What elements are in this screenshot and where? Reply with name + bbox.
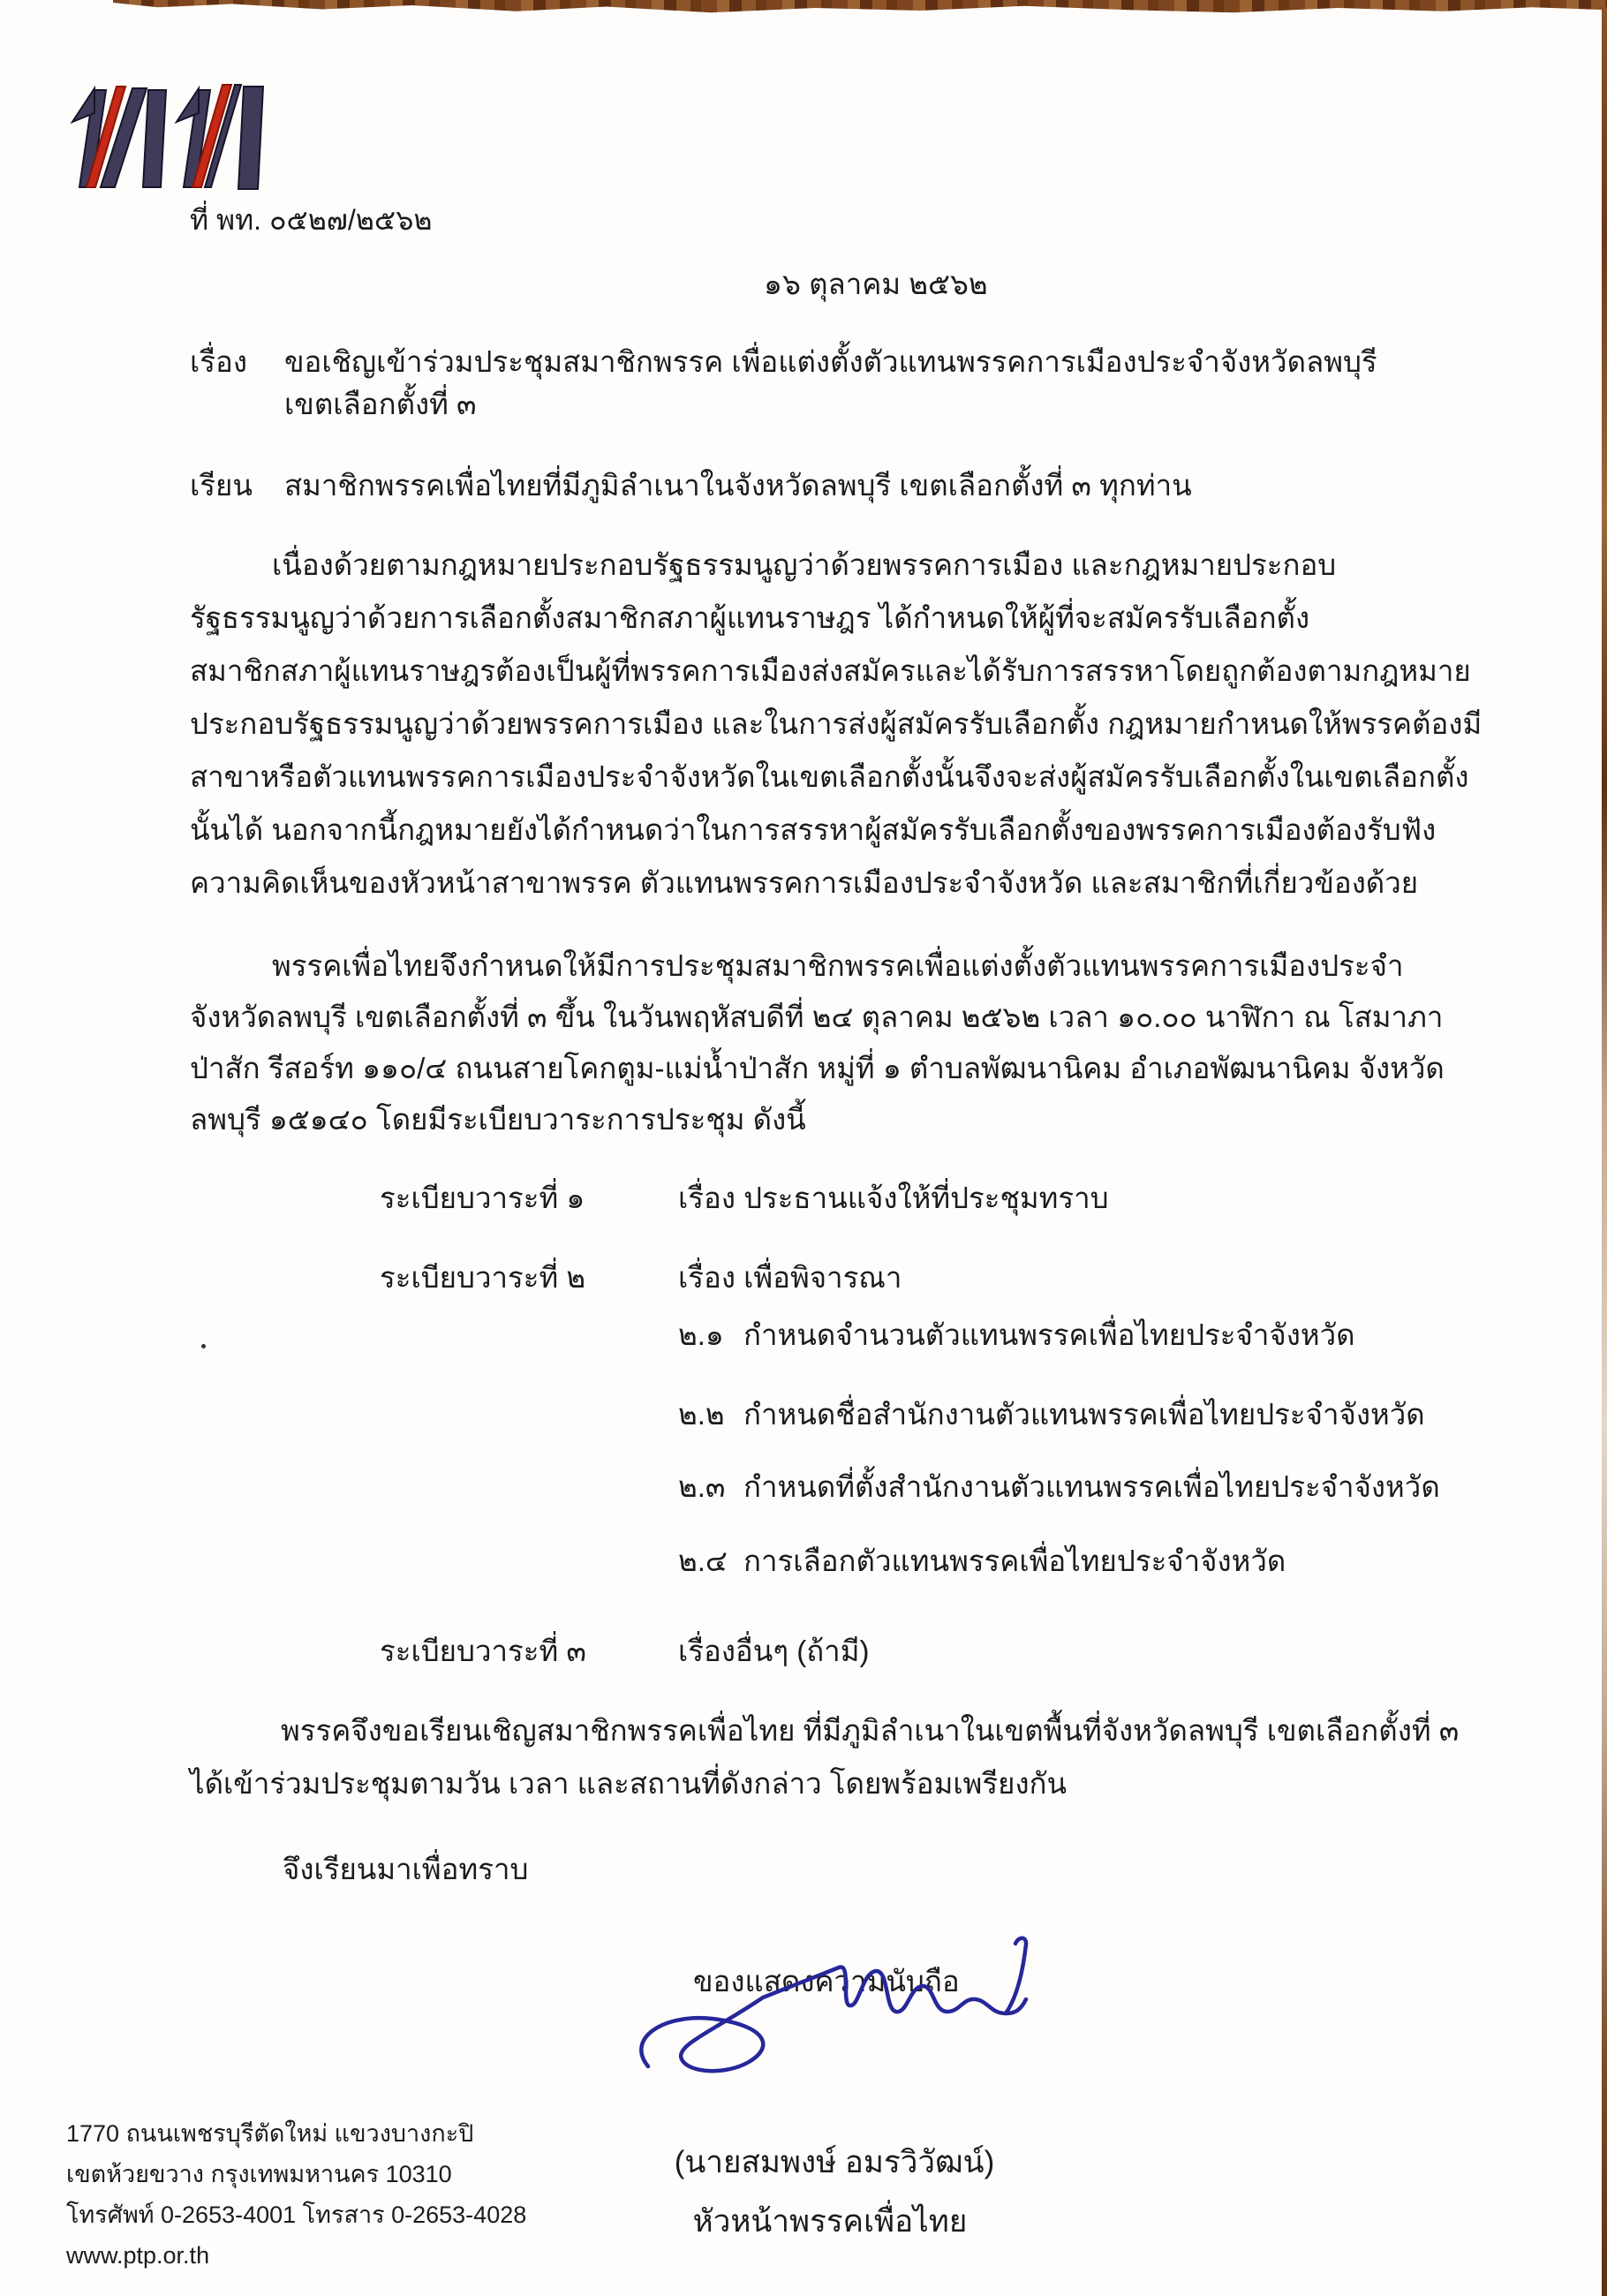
paragraph1-line: ความคิดเห็นของหัวหน้าสาขาพรรค ตัวแทนพรรคการเมืองประจำจังหวัด และสมาชิกที่เกี่ยวข้องด้วย (190, 866, 1419, 899)
agenda-item-1-label: ระเบียบวาระที่ ๑ (380, 1182, 585, 1214)
paragraph1-line: นั้นได้ นอกจากนี้กฎหมายยังได้กำหนดว่าในการสรรหาผู้สมัครรับเลือกตั้งของพรรคการเมืองต้องรับฟัง (190, 813, 1437, 846)
closing-acknowledge: จึงเรียนมาเพื่อทราบ (283, 1853, 529, 1885)
footer-phone-line: โทรศัพท์ 0-2653-4001 โทรสาร 0-2653-4028 (66, 2202, 527, 2228)
agenda-sub-item-text: กำหนดจำนวนตัวแทนพรรคเพื่อไทยประจำจังหวัด (743, 1318, 1355, 1351)
footer-address-line1: 1770 ถนนเพชรบุรีตัดใหม่ แขวงบางกะปิ (66, 2120, 474, 2147)
paragraph1-line: สาขาหรือตัวแทนพรรคการเมืองประจำจังหวัดในเขตเลือกตั้งนั้นจึงจะส่งผู้สมัครรับเลือกตั้งในเขตเลือกตั้ง (190, 760, 1469, 793)
agenda-item-1-text: เรื่อง ประธานแจ้งให้ที่ประชุมทราบ (678, 1182, 1109, 1214)
agenda-sub-item-number: ๒.๒ (678, 1398, 725, 1431)
agenda-sub-item-text: กำหนดที่ตั้งสำนักงานตัวแทนพรรคเพื่อไทยประจำจังหวัด (743, 1470, 1440, 1503)
paragraph2-line: ป่าสัก รีสอร์ท ๑๑๐/๔ ถนนสายโคกตูม-แม่น้ำป่าสัก หมู่ที่ ๑ ตำบลพัฒนานิคม อำเภอพัฒนานิคม จังหวัด (190, 1052, 1445, 1084)
subject-label: เรื่อง (190, 345, 247, 378)
agenda-item-3-label: ระเบียบวาระที่ ๓ (380, 1635, 586, 1667)
scan-wood-edge-right (1602, 7, 1607, 2296)
paragraph1-line: เนื่องด้วยตามกฎหมายประกอบรัฐธรรมนูญว่าด้วยพรรคการเมือง และกฎหมายประกอบ (272, 548, 1337, 581)
agenda-item-2-label: ระเบียบวาระที่ ๒ (380, 1261, 586, 1294)
agenda-sub-item-number: ๒.๑ (678, 1318, 724, 1351)
recipient-text: สมาชิกพรรคเพื่อไทยที่มีภูมิลำเนาในจังหวัดลพบุรี เขตเลือกตั้งที่ ๓ ทุกท่าน (284, 469, 1192, 502)
document-date: ๑๖ ตุลาคม ๒๕๖๒ (764, 268, 988, 300)
agenda-sub-item-text: กำหนดชื่อสำนักงานตัวแทนพรรคเพื่อไทยประจำจังหวัด (743, 1398, 1425, 1431)
recipient-label: เรียน (190, 469, 253, 502)
agenda-item-2-text: เรื่อง เพื่อพิจารณา (678, 1261, 902, 1294)
signature-salutation: ของแสดงความนับถือ (693, 1965, 960, 1998)
paragraph1-line: รัฐธรรมนูญว่าด้วยการเลือกตั้งสมาชิกสภาผู้แทนราษฎร ได้กำหนดให้ผู้ที่จะสมัครรับเลือกตั้ง (190, 601, 1310, 634)
signer-name: (นายสมพงษ์ อมรวิวัฒน์) (674, 2145, 995, 2179)
footer-website: www.ptp.or.th (66, 2242, 210, 2269)
paragraph1-line: สมาชิกสภาผู้แทนราษฎรต้องเป็นผู้ที่พรรคการเมืองส่งสมัครและได้รับการสรรหาโดยถูกต้องตามกฎหมาย (190, 654, 1471, 687)
closing-line2: ได้เข้าร่วมประชุมตามวัน เวลา และสถานที่ดังกล่าว โดยพร้อมเพรียงกัน (190, 1767, 1068, 1800)
agenda-sub-item-number: ๒.๓ (678, 1470, 726, 1503)
agenda-sub-item-number: ๒.๔ (678, 1545, 728, 1577)
subject-line1: ขอเชิญเข้าร่วมประชุมสมาชิกพรรค เพื่อแต่งตั้งตัวแทนพรรคการเมืองประจำจังหวัดลพบุรี (284, 345, 1377, 378)
closing-line1: พรรคจึงขอเรียนเชิญสมาชิกพรรคเพื่อไทย ที่มีภูมิลำเนาในเขตพื้นที่จังหวัดลพบุรี เขตเลือกตั้งที่ ๓ (281, 1714, 1460, 1747)
signer-title: หัวหน้าพรรคเพื่อไทย (692, 2204, 968, 2239)
handwritten-signature (629, 1932, 1045, 2128)
scan-speck (201, 1344, 206, 1348)
footer-address-line2: เขตห้วยขวาง กรุงเทพมหานคร 10310 (66, 2161, 452, 2187)
agenda-sub-item-text: การเลือกตัวแทนพรรคเพื่อไทยประจำจังหวัด (743, 1545, 1286, 1577)
pheu-thai-party-logo (62, 79, 281, 193)
agenda-item-3-text: เรื่องอื่นๆ (ถ้ามี) (678, 1635, 870, 1667)
reference-number: ที่ พท. ๐๕๒๗/๒๕๖๒ (190, 204, 433, 236)
scan-wood-edge-top (113, 0, 1607, 13)
paragraph1-line: ประกอบรัฐธรรมนูญว่าด้วยพรรคการเมือง และในการส่งผู้สมัครรับเลือกตั้ง กฎหมายกำหนดให้พรรคต้องมี (190, 707, 1483, 740)
paragraph2-line: พรรคเพื่อไทยจึงกำหนดให้มีการประชุมสมาชิกพรรคเพื่อแต่งตั้งตัวแทนพรรคการเมืองประจำ (272, 949, 1404, 982)
paragraph2-line: ลพบุรี ๑๕๑๔๐ โดยมีระเบียบวาระการประชุม ดังนี้ (190, 1103, 806, 1136)
subject-line2: เขตเลือกตั้งที่ ๓ (284, 388, 477, 420)
paragraph2-line: จังหวัดลพบุรี เขตเลือกตั้งที่ ๓ ขึ้น ในวันพฤหัสบดีที่ ๒๔ ตุลาคม ๒๕๖๒ เวลา ๑๐.๐๐ นาฬิกา ณ โสมาภา (190, 1001, 1444, 1033)
